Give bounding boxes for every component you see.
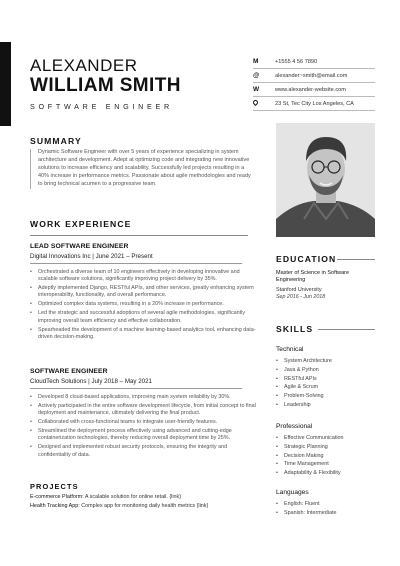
job-title: SOFTWARE ENGINEER	[30, 368, 108, 375]
education-heading: EDUCATION	[276, 254, 337, 264]
skill-category: Languages	[276, 489, 309, 496]
project-item	[30, 494, 260, 501]
bullet-item: • Adeptly implemented Django, RESTful APIs, and other services, greatly enhancing system interoperability, functionality, and overall performance.	[30, 285, 260, 299]
bullet-item: • Designed and implemented robust security protocols, ensuring the integrity and confidentiality of data.	[30, 444, 260, 458]
bullet-item: • Led the strategic and successful adoptions of several agile methodologies, significantly improving overall team efficiency and effective collaboration.	[30, 310, 260, 324]
job-title: LEAD SOFTWARE ENGINEER	[30, 243, 129, 250]
last-name: WILLIAM SMITH	[30, 75, 181, 96]
profile-photo	[276, 123, 375, 237]
skill-item: • Effective Communication	[276, 435, 376, 442]
skill-item: • Java & Python	[276, 367, 376, 374]
summary-text: Dynamic Software Engineer with over 5 years of experience specializing in system architecture and development. Adept at optimizing code and integrating new innovative solutions to increase efficiency and scalability. Successfully led projects resulting in a 40% increase in performance metrics. Passionate about agile methodologies and ready to bring technical acumen to a progressive team.	[38, 149, 251, 187]
bullet-item: • Collaborated with cross-functional teams to integrate user-friendly features.	[30, 419, 260, 426]
skill-item: • Time Management	[276, 461, 376, 468]
project-desc: A scalable solution for online retail. {link}	[83, 494, 182, 500]
bullet-item: • Actively participated in the entire software development lifecycle, from initial concept to final deployment and maintenance, ultimately delivering the final product.	[30, 403, 260, 417]
projects-heading: PROJECTS	[30, 482, 79, 491]
contact-block	[253, 56, 375, 112]
job-bullets	[30, 394, 260, 459]
address: 23 St, Tec City Los Angeles, CA	[275, 100, 354, 107]
skill-item: • Adaptability & Flexibility	[276, 470, 376, 477]
skill-item: • Problem-Solving	[276, 393, 376, 400]
name-block	[30, 57, 240, 111]
location-pin-icon	[253, 100, 265, 107]
skill-category: Technical	[276, 346, 304, 353]
bullet-item: • Streamlined the deployment process effectively using advanced and cutting-edge containerization technologies, thereby reducing overall deployment time by 25%.	[30, 428, 260, 442]
job-meta: CloudTech Solutions | July 2018 – May 2021	[30, 378, 152, 385]
summary-block	[30, 149, 255, 189]
edu-school: Stanford University	[276, 287, 322, 294]
contact-address	[253, 98, 375, 111]
job-bullets	[30, 269, 260, 341]
skill-item: • Spanish: Intermediate	[276, 510, 376, 517]
contact-website	[253, 84, 375, 97]
skill-item: • Decision Making	[276, 453, 376, 460]
edu-degree: Master of Science in Software Engineering	[276, 270, 350, 284]
bullet-item: • Optimized complex data systems, resulting in a 20% increase in performance.	[30, 301, 260, 308]
first-name: ALEXANDER	[30, 56, 138, 75]
edu-dates: Sep 2016 - Jun 2018	[276, 294, 326, 301]
projects-list	[30, 494, 260, 513]
skill-category: Professional	[276, 423, 313, 430]
contact-email	[253, 70, 375, 83]
education-divider	[337, 259, 375, 260]
job-entry-software	[30, 368, 260, 461]
summary-heading: SUMMARY	[30, 136, 82, 146]
skills-divider	[318, 329, 375, 330]
project-name: Health Tracking App:	[30, 503, 80, 510]
education-block	[276, 270, 376, 301]
job-meta: Digital Innovations Inc | June 2021 – Present	[30, 253, 153, 260]
work-experience-divider	[30, 235, 248, 236]
accent-side-bar	[0, 42, 11, 126]
skills-technical	[276, 346, 376, 411]
skill-item: • Agile & Scrum	[276, 384, 376, 391]
skill-item: • System Architecture	[276, 358, 376, 365]
project-item	[30, 503, 260, 510]
contact-phone	[253, 56, 375, 69]
skill-list	[276, 501, 376, 517]
skill-list	[276, 358, 376, 409]
skill-list	[276, 435, 376, 477]
portrait-illustration	[276, 123, 375, 237]
project-name: E-commerce Platform:	[30, 494, 84, 500]
job-role: SOFTWARE ENGINEER	[30, 102, 173, 111]
skills-professional	[276, 423, 376, 479]
bullet-item: • Developed 8 cloud-based applications, improving main system reliability by 30%.	[30, 394, 260, 401]
project-desc: Complex app for monitoring daily health metrics {link}	[79, 503, 209, 510]
job-divider	[30, 388, 242, 389]
bullet-item: • Orchestrated a diverse team of 10 engineers effectively in developing innovative and scalable software solutions, significantly improving project delivery by 35%.	[30, 269, 260, 283]
skill-item: • Leadership	[276, 402, 376, 409]
job-divider	[30, 263, 242, 264]
bullet-item: • Spearheaded the development of a machine learning-based analytics tool, enhancing data-driven decision-making.	[30, 327, 260, 341]
website-link[interactable]: www.alexander-website.com	[275, 86, 346, 93]
skill-item: • Strategic Planning	[276, 444, 376, 451]
skills-languages	[276, 489, 376, 519]
skill-item: • RESTful APIs	[276, 376, 376, 383]
email-icon: @	[253, 72, 260, 80]
job-entry-lead	[30, 243, 260, 343]
phone-icon: M	[253, 58, 259, 66]
skill-item: • English: Fluent	[276, 501, 376, 508]
skills-heading: SKILLS	[276, 324, 314, 334]
email-address[interactable]: alexander~smith@email.com	[275, 72, 348, 79]
web-icon: W	[253, 86, 260, 94]
phone-number[interactable]: +1555 4 56 7890	[275, 58, 318, 65]
work-experience-heading: WORK EXPERIENCE	[30, 219, 132, 229]
